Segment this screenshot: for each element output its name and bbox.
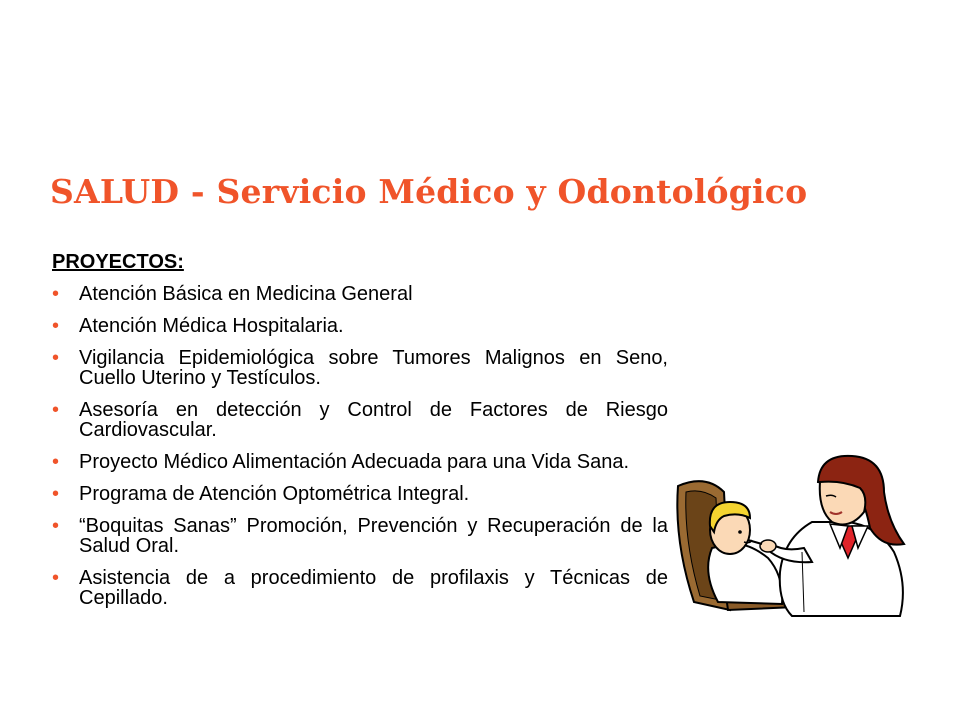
- list-item: [52, 348, 668, 388]
- bullet-icon: •: [52, 567, 60, 589]
- bullet-icon: •: [52, 283, 60, 305]
- list-item-text: Asesoría en detección y Control de Factores de Riesgo Cardiovascular.: [79, 399, 668, 441]
- list-item-text: Asistencia de a procedimiento de profilaxis y Técnicas de Cepillado.: [79, 567, 668, 609]
- list-item: [52, 316, 668, 336]
- bullet-icon: •: [52, 451, 60, 473]
- list-item: [52, 452, 668, 472]
- list-item: [52, 484, 668, 504]
- list-item-text: Atención Médica Hospitalaria.: [79, 315, 344, 337]
- list-item-text: Programa de Atención Optométrica Integral.: [79, 483, 470, 505]
- bullet-icon: •: [52, 515, 60, 537]
- projects-list: [52, 284, 668, 608]
- list-item-text: Vigilancia Epidemiológica sobre Tumores Malignos en Seno, Cuello Uterino y Testículos.: [79, 347, 668, 389]
- doctor-examining-child-illustration: [672, 452, 922, 622]
- list-item: [52, 516, 668, 556]
- projects-heading: PROYECTOS:: [52, 251, 184, 273]
- slide-content: [52, 252, 668, 620]
- bullet-icon: •: [52, 347, 60, 369]
- list-item-text: Proyecto Médico Alimentación Adecuada para una Vida Sana.: [79, 451, 629, 473]
- list-item-text: Atención Básica en Medicina General: [79, 283, 413, 305]
- bullet-icon: •: [52, 399, 60, 421]
- bullet-icon: •: [52, 315, 60, 337]
- slide-title: SALUD - Servicio Médico y Odontológico: [50, 172, 808, 211]
- bullet-icon: •: [52, 483, 60, 505]
- list-item-text: “Boquitas Sanas” Promoción, Prevención y Recuperación de la Salud Oral.: [79, 515, 668, 557]
- list-item: [52, 284, 668, 304]
- list-item: [52, 568, 668, 608]
- list-item: [52, 400, 668, 440]
